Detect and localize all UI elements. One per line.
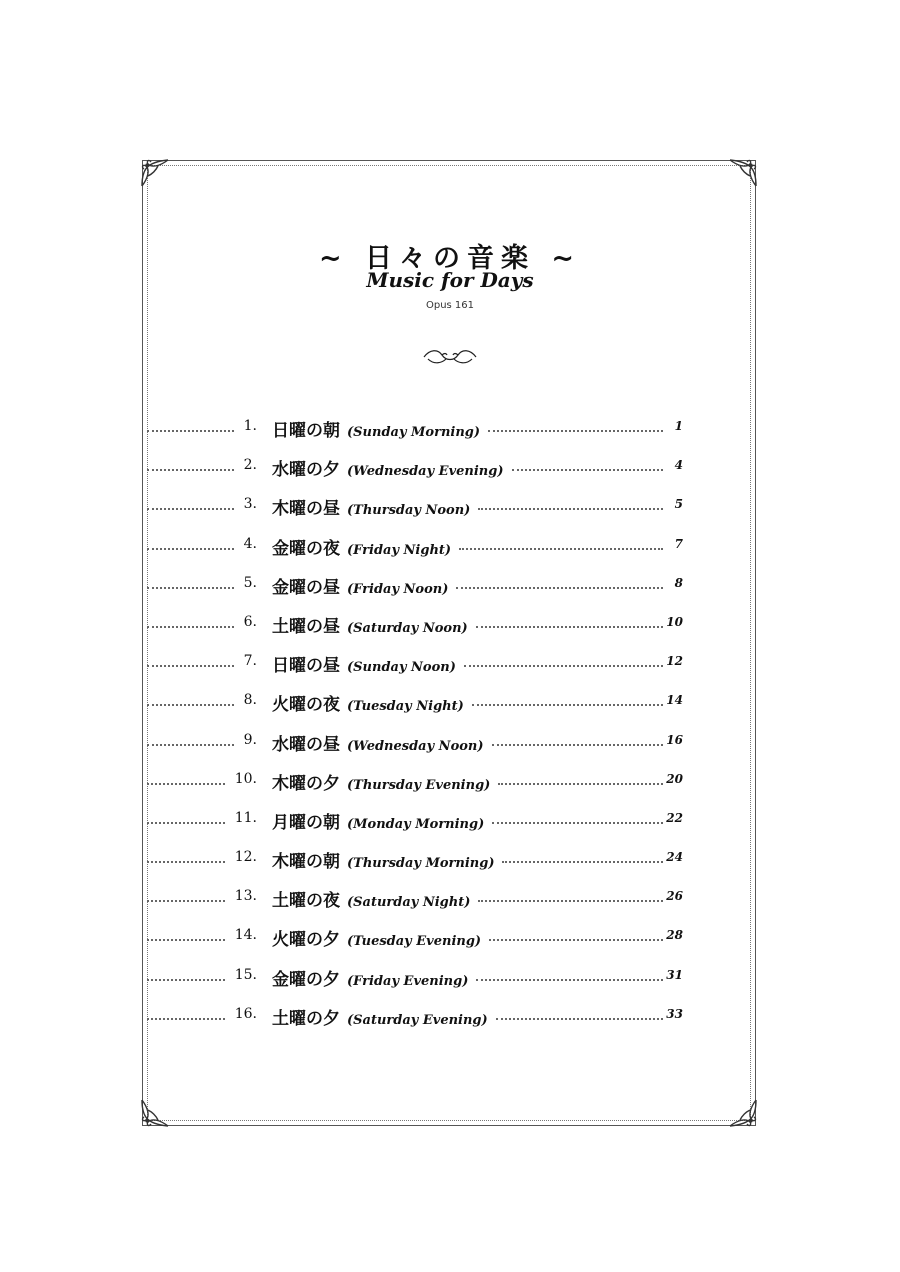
entry-number: 4. [243, 535, 257, 552]
entry-title-japanese: 土曜の夕 [272, 1008, 340, 1029]
toc-entry[interactable] [147, 530, 687, 569]
entry-page-number: 33 [666, 1006, 683, 1021]
toc-entry[interactable] [147, 804, 687, 843]
dot-leader-right [476, 626, 663, 628]
toc-entry[interactable] [147, 490, 687, 529]
entry-number: 13. [234, 888, 257, 905]
entry-title-japanese: 土曜の昼 [272, 616, 340, 637]
entry-title-english: (Wednesday Noon) [347, 738, 484, 754]
toc-entry[interactable] [147, 412, 687, 451]
entry-page-number: 8 [674, 575, 683, 590]
entry-page-number: 1 [674, 419, 683, 433]
dot-leader-left [147, 665, 234, 667]
entry-number: 9. [243, 731, 257, 748]
dot-leader-left [147, 744, 234, 746]
entry-page-number: 12 [666, 654, 683, 669]
dot-leader-left [147, 939, 225, 941]
entry-title-english: (Sunday Morning) [347, 425, 481, 440]
entry-title-english: (Sunday Noon) [347, 660, 456, 676]
toc-entry[interactable] [147, 608, 687, 647]
entry-number: 2. [243, 457, 257, 474]
entry-title [272, 690, 464, 715]
entry-title [272, 534, 451, 559]
entry-page-number: 26 [666, 889, 683, 904]
entry-number: 8. [243, 692, 257, 709]
entry-title-english: (Monday Morning) [347, 816, 485, 832]
table-of-contents [147, 412, 687, 1039]
entry-title [272, 808, 484, 833]
entry-page-number: 22 [666, 810, 683, 825]
entry-title-japanese: 日曜の昼 [272, 656, 340, 677]
entry-title-english: (Thursday Noon) [347, 503, 471, 519]
dot-leader-right [489, 939, 663, 941]
entry-title-english: (Friday Noon) [347, 581, 449, 597]
dot-leader-right [478, 900, 663, 902]
entry-number: 1. [243, 418, 257, 434]
entry-number: 10. [234, 770, 257, 787]
entry-title-english: (Saturday Noon) [347, 620, 468, 636]
entry-title [272, 925, 481, 950]
dot-leader-left [147, 1018, 225, 1020]
entry-title-english: (Thursday Morning) [347, 856, 495, 872]
dot-leader-left [147, 626, 234, 628]
title-japanese: ~ 日々の音楽 ~ [318, 243, 582, 274]
entry-title-english: (Thursday Evening) [347, 777, 491, 793]
entry-page-number: 16 [666, 732, 683, 747]
entry-title-english: (Saturday Night) [347, 895, 471, 911]
dot-leader-left [147, 861, 225, 863]
entry-number: 16. [234, 1005, 257, 1022]
corner-flourish-top-left-icon [138, 156, 172, 190]
toc-entry[interactable] [147, 686, 687, 725]
dot-leader-right [476, 979, 663, 981]
entry-title-japanese: 月曜の朝 [272, 812, 340, 833]
entry-title [272, 651, 456, 676]
toc-entry[interactable] [147, 726, 687, 765]
toc-entry[interactable] [147, 451, 687, 490]
entry-title-english: (Tuesday Night) [347, 699, 464, 715]
dot-leader-left [147, 979, 225, 981]
dot-leader-right [492, 744, 663, 746]
entry-title [272, 730, 484, 755]
entry-title-japanese: 火曜の夕 [272, 930, 340, 951]
entry-title-english: (Friday Night) [347, 542, 452, 558]
entry-title-japanese: 水曜の夕 [272, 460, 340, 481]
entry-title-japanese: 金曜の昼 [272, 577, 340, 598]
corner-flourish-bottom-right-icon [726, 1096, 760, 1130]
entry-title-japanese: 木曜の昼 [272, 499, 340, 520]
entry-title [272, 416, 480, 441]
entry-number: 3. [243, 496, 257, 513]
entry-number: 15. [234, 966, 257, 983]
entry-title-english: (Friday Evening) [347, 973, 469, 989]
entry-page-number: 7 [674, 536, 683, 551]
entry-title-japanese: 金曜の夕 [272, 969, 340, 990]
entry-page-number: 24 [666, 850, 683, 865]
entry-title-japanese: 木曜の夕 [272, 773, 340, 794]
entry-title-english: (Saturday Evening) [347, 1012, 488, 1028]
entry-number: 14. [234, 927, 257, 944]
entry-title-english: (Tuesday Evening) [347, 934, 482, 950]
entry-number: 5. [243, 574, 257, 591]
toc-entry[interactable] [147, 882, 687, 921]
corner-flourish-bottom-left-icon [138, 1096, 172, 1130]
toc-entry[interactable] [147, 569, 687, 608]
toc-entry[interactable] [147, 921, 687, 960]
dot-leader-left [147, 783, 225, 785]
dot-leader-left [147, 704, 234, 706]
entry-title [272, 455, 504, 480]
entry-title [272, 573, 448, 598]
dot-leader-left [147, 430, 234, 432]
dot-leader-left [147, 548, 234, 550]
dot-leader-left [147, 508, 234, 510]
entry-title [272, 965, 468, 990]
entry-title [272, 847, 494, 872]
dot-leader-right [492, 822, 663, 824]
entry-number: 7. [243, 653, 257, 670]
dot-leader-right [498, 783, 663, 785]
opus-number: Opus 161 [425, 300, 475, 311]
entry-title [272, 1004, 488, 1029]
entry-title-english: (Wednesday Evening) [347, 464, 504, 480]
entry-title [272, 612, 468, 637]
entry-title [272, 769, 490, 794]
toc-entry[interactable] [147, 647, 687, 686]
entry-page-number: 28 [666, 928, 683, 943]
entry-page-number: 5 [674, 497, 683, 512]
entry-page-number: 20 [666, 771, 683, 786]
dot-leader-right [478, 508, 663, 510]
dot-leader-left [147, 822, 225, 824]
entry-page-number: 4 [674, 458, 683, 473]
dot-leader-left [147, 900, 225, 902]
entry-title-japanese: 水曜の昼 [272, 734, 340, 755]
dot-leader-right [459, 548, 663, 550]
dot-leader-right [456, 587, 663, 589]
entry-title-japanese: 日曜の朝 [272, 421, 340, 441]
dot-leader-left [147, 587, 234, 589]
corner-flourish-top-right-icon [726, 156, 760, 190]
dot-leader-right [496, 1018, 663, 1020]
scroll-ornament-icon [422, 347, 478, 367]
entry-page-number: 10 [666, 614, 683, 629]
title-english: Music for Days [366, 268, 534, 292]
entry-title-japanese: 金曜の夜 [272, 538, 340, 559]
dot-leader-right [472, 704, 663, 706]
entry-number: 6. [243, 613, 257, 630]
entry-number: 12. [234, 849, 257, 866]
entry-page-number: 14 [666, 693, 683, 708]
dot-leader-right [464, 665, 663, 667]
dot-leader-right [502, 861, 663, 863]
dot-leader-right [488, 430, 663, 432]
toc-entry[interactable] [147, 843, 687, 882]
dot-leader-left [147, 469, 234, 471]
entry-title-japanese: 土曜の夜 [272, 891, 340, 912]
toc-entry[interactable] [147, 961, 687, 1000]
entry-title [272, 886, 470, 911]
dot-leader-right [512, 469, 663, 471]
entry-title-japanese: 火曜の夜 [272, 695, 340, 716]
entry-number: 11. [234, 809, 257, 826]
toc-entry[interactable] [147, 765, 687, 804]
entry-page-number: 31 [666, 967, 683, 982]
entry-title [272, 494, 470, 519]
toc-entry[interactable] [147, 1000, 687, 1039]
entry-title-japanese: 木曜の朝 [272, 852, 340, 873]
